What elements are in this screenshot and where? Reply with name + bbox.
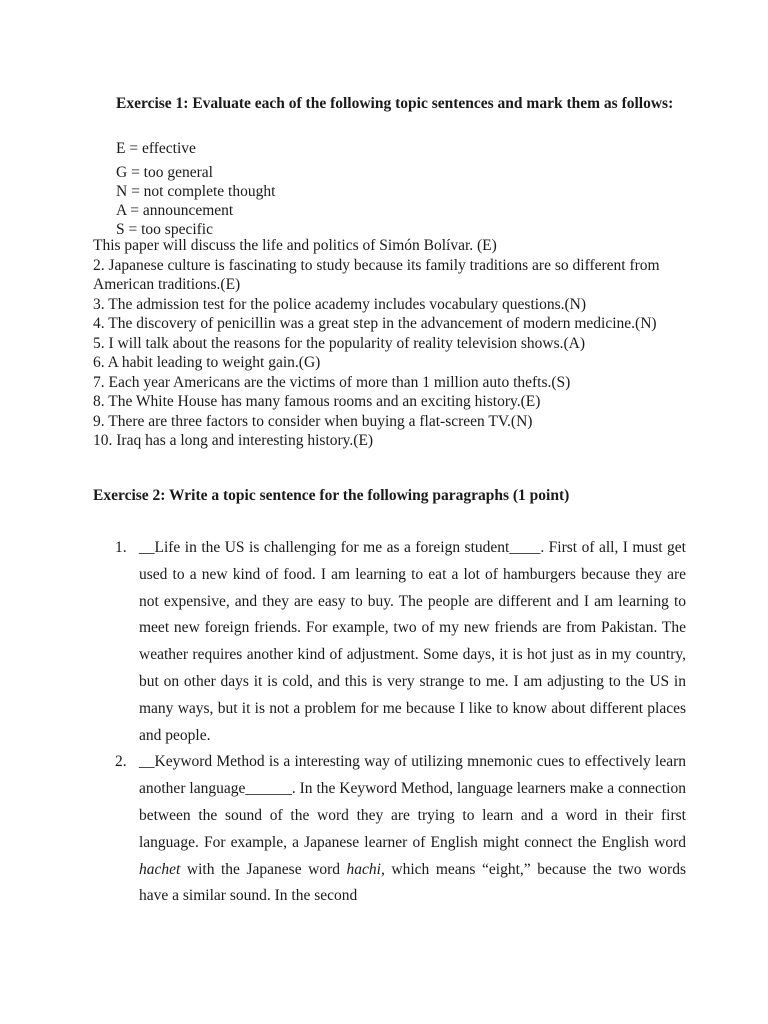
paragraph-item <box>93 535 686 749</box>
exercise-1-legend <box>116 139 275 239</box>
legend-item: G = too general <box>116 164 213 181</box>
sentence-item: 9. There are three factors to consider when buying a flat-screen TV.(N) <box>93 412 533 430</box>
exercise-2-paragraph-list <box>93 535 686 910</box>
sentence-item: 6. A habit leading to weight gain.(G) <box>93 354 321 371</box>
exercise-1-title: Exercise 1: Evaluate each of the following topic sentences and mark them as follows: <box>116 95 674 112</box>
italic-word: hachet <box>139 860 181 878</box>
italic-word: hachi, <box>346 860 385 878</box>
legend-item: S = too specific <box>116 221 213 238</box>
paragraph-item <box>93 749 686 910</box>
paragraph-text: __Life in the US is challenging for me as a foreign student____. First of all, I must get used to a new kind of food. I am learning to eat a lot of hamburgers because they are not expensive, and they are easy to buy. The people are different and I am learning to meet new foreign friends. For example, two of my new friends are from Pakistan. The weather requires another kind of adjustment. Some days, it is hot just as in my country, but on other days it is cold, and this is very strange to me. I am adjusting to the US in many ways, but it is not a problem for me because I like to know about different places and people. <box>139 539 686 744</box>
legend-item: N = not complete thought <box>116 183 276 200</box>
sentence-item: 3. The admission test for the police academy includes vocabulary questions.(N) <box>93 295 586 313</box>
sentence-item: 4. The discovery of penicillin was a great step in the advancement of modern medicine.(N) <box>93 315 657 332</box>
sentence-item: 10. Iraq has a long and interesting history.(E) <box>93 432 374 449</box>
sentence-item: This paper will discuss the life and politics of Simón Bolívar. (E) <box>93 237 497 254</box>
legend-item: E = effective <box>116 140 196 157</box>
sentence-item: 8. The White House has many famous rooms and an exciting history.(E) <box>93 393 541 410</box>
paragraph-text: with the Japanese word <box>180 860 347 878</box>
paragraph-text: __Keyword Method is a interesting way of utilizing mnemonic cues to effectively learn another language______. In the Keyword Method, language learners make a connection between the sound of the word they are trying to learn and a word in their first language. For example, a Japanese learner of English might connect the English word <box>139 753 686 851</box>
exercise-1-sentence-list <box>93 236 693 451</box>
paragraph-text: which means “eight,” because the two words have a similar sound. In the second <box>139 860 686 905</box>
paragraph-number: 2. <box>115 753 127 771</box>
paragraph-number: 1. <box>115 539 127 556</box>
exercise-2-title: Exercise 2: Write a topic sentence for the following paragraphs (1 point) <box>93 487 570 504</box>
legend-item: A = announcement <box>116 202 234 219</box>
sentence-item: 5. I will talk about the reasons for the popularity of reality television shows.(A) <box>93 334 586 352</box>
sentence-item: 2. Japanese culture is fascinating to study because its family traditions are so different from American traditions.(E) <box>93 256 660 293</box>
sentence-item: 7. Each year Americans are the victims of more than 1 million auto thefts.(S) <box>93 373 571 391</box>
